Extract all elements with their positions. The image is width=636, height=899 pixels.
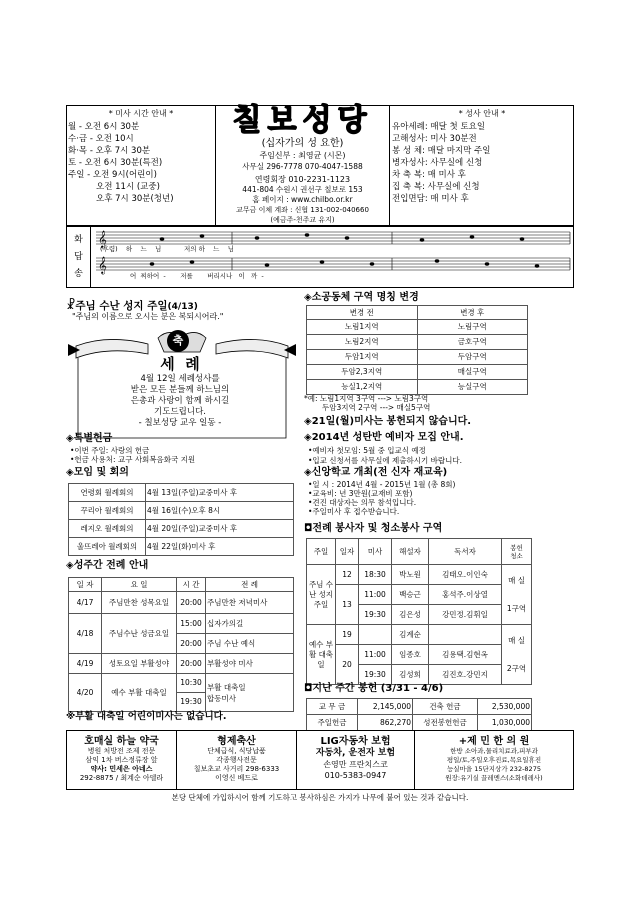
school-line: •일 시 : 2014년 4월 - 2015년 1월 (총 8회) bbox=[308, 480, 456, 489]
sacrament-line: 봉 성 체: 매달 마지막 주일 bbox=[392, 146, 491, 156]
col-header: 독서자 bbox=[429, 539, 502, 565]
table-row bbox=[69, 502, 294, 520]
hymn-lyrics-1: (후렴) 하 느 님 저의 하 느 님 bbox=[100, 245, 234, 253]
ad-line: 약사: 민세은 아네스 bbox=[90, 765, 153, 773]
col-header: 변경 전 bbox=[307, 306, 418, 320]
mass-line: 주일 - 오전 9시(어린이) bbox=[68, 170, 157, 180]
baptism-line: 4월 12일 세례성사를 bbox=[140, 374, 220, 384]
mass-line: 오전 11시 (교중) bbox=[96, 182, 160, 192]
table-row bbox=[307, 565, 532, 585]
cell: 20:00 bbox=[177, 654, 206, 674]
finance-table bbox=[306, 698, 532, 731]
sunday-cell: 예수 부활 대축일 bbox=[307, 625, 336, 685]
ad-butcher bbox=[177, 732, 296, 783]
ad-line: 각종행사전문 bbox=[216, 756, 257, 764]
offering-title: ◈특별헌금 bbox=[66, 433, 113, 444]
cell: 금호구역 bbox=[417, 335, 528, 350]
sacrament-line: 집 축 복: 사무실에 신청 bbox=[392, 182, 480, 192]
table-header bbox=[307, 539, 532, 565]
table-row bbox=[307, 365, 528, 380]
col-header: 주일 bbox=[307, 539, 336, 565]
baptism-line: 받은 모든 분들께 하느님의 bbox=[130, 385, 230, 395]
ad-clinic bbox=[415, 732, 573, 783]
cell: 노림1지역 bbox=[307, 320, 418, 335]
districts-note: *예: 노림1지역 3구역 ---> 노림3구역 bbox=[304, 394, 429, 403]
meeting-name: 꾸리아 월례회의 bbox=[69, 502, 146, 520]
cell: 교 무 금 bbox=[307, 699, 358, 715]
cell bbox=[206, 674, 294, 712]
cell: 임종호 bbox=[392, 645, 429, 665]
christmas-title: ◈2014년 성탄반 예비자 모집 안내. bbox=[304, 432, 464, 443]
duty-cell bbox=[502, 625, 532, 685]
districts-title: ◈소공동체 구역 명칭 변경 bbox=[304, 292, 419, 303]
sacrament-line: 병자성사: 사무실에 신청 bbox=[392, 158, 483, 168]
table-row bbox=[307, 715, 532, 731]
cell: 성토요일 부활성야 bbox=[102, 654, 177, 674]
mass-times-heading: * 미사 시간 안내 * bbox=[108, 109, 174, 118]
cell: 홍석주.이상열 bbox=[429, 585, 502, 605]
sunday-cell: 주님 수난 성지 주일 bbox=[307, 565, 336, 625]
mass-line: 토 - 오전 6시 30분(특전) bbox=[68, 158, 163, 168]
offering-line: •헌금 사용처: 교구 사회복음화국 지원 bbox=[70, 455, 196, 464]
parish-line: 주임신부 : 최영균 (시몬) bbox=[259, 151, 346, 160]
cell: 주일헌금 bbox=[307, 715, 358, 731]
duty-text: 매 실 bbox=[508, 635, 525, 645]
table-row bbox=[69, 484, 294, 502]
finance-title: ◘지난 주간 봉헌 (3/31 - 4/6) bbox=[304, 683, 444, 694]
servers-table bbox=[306, 538, 532, 685]
cell: 부활성야 미사 bbox=[206, 654, 294, 674]
hymn-label-char: 송 bbox=[74, 269, 83, 279]
footer-motto: 본당 단체에 가입하시어 함께 기도하고 봉사하심은 가지가 나무에 붙어 있는 것과 같습니다. bbox=[171, 793, 469, 802]
christmas-line: •입교 신청서를 사무실에 제출하시기 바랍니다. bbox=[308, 456, 462, 465]
cell: 십자가의길 bbox=[206, 614, 294, 634]
cell: 1,030,000 bbox=[478, 715, 532, 731]
cell: 매실구역 bbox=[417, 365, 528, 380]
cell: 성전봉헌헌금 bbox=[413, 715, 478, 731]
table-row bbox=[307, 645, 532, 665]
meeting-name: 레지오 월례회의 bbox=[69, 520, 146, 538]
holyweek-title: ◈성주간 전례 안내 bbox=[66, 560, 149, 571]
zone-text: 1구역 bbox=[506, 603, 527, 613]
parish-line: 사무실 296-7778 070-4047-1588 bbox=[242, 162, 363, 171]
meeting-name: 울뜨레아 월례회의 bbox=[69, 538, 146, 556]
cell: 4/17 bbox=[69, 592, 102, 614]
baptism-text bbox=[80, 374, 280, 429]
cell: 주님수난 성금요일 bbox=[102, 614, 177, 654]
parish-patron: (십자가의 성 요한) bbox=[261, 138, 344, 149]
col-header: 미사 bbox=[359, 539, 392, 565]
hymn-label-divider bbox=[90, 226, 91, 288]
baptism-title: 세 례 bbox=[160, 355, 200, 373]
sunday-date: (4/13) bbox=[167, 302, 198, 312]
cell: 주님만찬 저녁미사 bbox=[206, 592, 294, 614]
chi-rho-icon: ☧ bbox=[66, 298, 76, 312]
cell bbox=[359, 625, 392, 645]
ad-title: 형제축산 bbox=[217, 736, 256, 747]
parish-name: 칠보성당 bbox=[232, 103, 373, 138]
cell: 노림2지역 bbox=[307, 335, 418, 350]
table-header bbox=[69, 578, 294, 592]
col-header: 일 자 bbox=[69, 578, 102, 592]
table-row bbox=[307, 335, 528, 350]
svg-text:𝄞: 𝄞 bbox=[98, 256, 107, 274]
school-title: ◈신앙학교 개최(전 신자 재교육) bbox=[304, 467, 448, 478]
hymn-label-char: 답 bbox=[74, 252, 83, 262]
cell: 김성희 bbox=[392, 665, 429, 685]
ad-line: 292-8875 / 최계순 아델라 bbox=[79, 774, 164, 782]
districts-note: 두암3지역 2구역 ---> 매실5구역 bbox=[322, 403, 431, 412]
ad-line: 한방 소아과,물리치료과,피부과 bbox=[450, 747, 538, 755]
cell-line: 부활 대축일 bbox=[207, 682, 246, 692]
cell: 김진호.강민지 bbox=[429, 665, 502, 685]
cell: 능실1,2지역 bbox=[307, 380, 418, 395]
school-line: •견진 대상자는 의무 참석입니다. bbox=[308, 498, 417, 507]
table-row bbox=[69, 538, 294, 556]
table-row bbox=[69, 592, 294, 614]
cell: 주님 수난 예식 bbox=[206, 634, 294, 654]
ad-line: 이영신 베드로 bbox=[215, 774, 258, 782]
table-row bbox=[307, 625, 532, 645]
baptism-line: 기도드립니다. bbox=[154, 407, 206, 417]
cell: 10:30 bbox=[177, 674, 206, 693]
cell: 19 bbox=[336, 625, 359, 645]
ad-line: 칠보초교 사거리 298-6333 bbox=[193, 765, 280, 773]
cell: 20:00 bbox=[177, 592, 206, 614]
table-row bbox=[69, 654, 294, 674]
ad-line: 자동차, 운전자 보험 bbox=[315, 748, 396, 758]
cell: 4/19 bbox=[69, 654, 102, 674]
cell: 노림구역 bbox=[417, 320, 528, 335]
sacraments bbox=[392, 108, 572, 205]
zone-text: 2구역 bbox=[506, 663, 527, 673]
christmas-line: •예비자 첫모임: 5월 중 입교식 예정 bbox=[308, 446, 426, 455]
table-row bbox=[69, 674, 294, 693]
table-row bbox=[307, 585, 532, 605]
servers-title: ◘전례 봉사자 및 청소봉사 구역 bbox=[304, 523, 443, 534]
ad-line: 삼익 1차 버스정류장 앞 bbox=[85, 756, 158, 764]
school-line: •주일미사 후 접수받습니다. bbox=[308, 507, 400, 516]
cell: 13 bbox=[336, 585, 359, 625]
col-header: 요 일 bbox=[102, 578, 177, 592]
col-header: 일자 bbox=[336, 539, 359, 565]
ad-line: 손영만 프란치스코 bbox=[323, 760, 388, 769]
cell: 건축 헌금 bbox=[413, 699, 478, 715]
col-header: 봉헌 청소 bbox=[502, 539, 532, 565]
meeting-time: 4월 22일(화)미사 후 bbox=[146, 538, 294, 556]
table-header bbox=[307, 306, 528, 320]
sacraments-heading: * 성사 안내 * bbox=[458, 109, 506, 118]
cell: 20 bbox=[336, 645, 359, 685]
col-header: 변경 후 bbox=[417, 306, 528, 320]
parish-line: 연령회장 010-2231-1123 bbox=[254, 175, 351, 184]
cell-line: 합동미사 bbox=[207, 693, 236, 703]
table-row bbox=[69, 520, 294, 538]
cell: 박노원 bbox=[392, 565, 429, 585]
table-row bbox=[307, 380, 528, 395]
cell: 19:30 bbox=[177, 693, 206, 712]
ad-title: +제 민 한 의 원 bbox=[458, 736, 530, 747]
cell: 김용택.김현옥 bbox=[429, 645, 502, 665]
col-header: 전 례 bbox=[206, 578, 294, 592]
ad-line: 010-5383-0947 bbox=[324, 771, 387, 780]
parish-block bbox=[216, 104, 389, 225]
ad-line: 능실마을 15단지상가 232-8275 bbox=[447, 765, 541, 773]
cell: 김은성 bbox=[392, 605, 429, 625]
celebration-badge bbox=[167, 330, 189, 352]
cell: 11:00 bbox=[359, 645, 392, 665]
cell: 19:30 bbox=[359, 665, 392, 685]
ad-line: 평일/토,주일오후진료,목요일휴진 bbox=[446, 756, 542, 764]
col-header: 시 간 bbox=[177, 578, 206, 592]
meetings-table bbox=[68, 483, 294, 556]
duty-text: 매 실 bbox=[508, 575, 525, 585]
parish-line: (예금주-천주교 유지) bbox=[270, 216, 335, 224]
cell: 18:30 bbox=[359, 565, 392, 585]
sacrament-line: 고해성사: 미사 30분전 bbox=[392, 134, 477, 144]
no-mass-notice: ◈21일(월)미사는 봉헌되지 않습니다. bbox=[304, 416, 472, 427]
cell: 20:00 bbox=[177, 634, 206, 654]
cell: 12 bbox=[336, 565, 359, 585]
table-row bbox=[307, 350, 528, 365]
cell: 김태오.이인숙 bbox=[429, 565, 502, 585]
sacrament-line: 유아세례: 매달 첫 토요일 bbox=[392, 122, 486, 132]
offering-line: •이번 주일: 사랑의 헌금 bbox=[70, 446, 150, 455]
cell: 19:30 bbox=[359, 605, 392, 625]
parish-line: 441-804 수원시 권선구 칠보로 153 bbox=[242, 185, 363, 194]
sacrament-line: 전입면담: 매 미사 후 bbox=[392, 194, 469, 204]
cell: 강민정.김휘일 bbox=[429, 605, 502, 625]
table-row bbox=[69, 614, 294, 634]
cell: 2,530,000 bbox=[478, 699, 532, 715]
cell: 2,145,000 bbox=[358, 699, 413, 715]
meeting-time: 4월 16일(수)오후 8시 bbox=[146, 502, 294, 520]
mass-times bbox=[68, 108, 214, 205]
sunday-title-text: 주님 수난 성지 주일 bbox=[75, 300, 168, 312]
svg-text:𝄞: 𝄞 bbox=[98, 230, 107, 248]
cell: 11:00 bbox=[359, 585, 392, 605]
cell: 예수 부활 대축일 bbox=[102, 674, 177, 712]
cell: 능실구역 bbox=[417, 380, 528, 395]
sunday-quote: "주님의 이름으로 오시는 분은 복되시어라." bbox=[72, 312, 224, 321]
cell: 4/20 bbox=[69, 674, 102, 712]
meeting-time: 4월 13일(주일)교중미사 후 bbox=[146, 484, 294, 502]
ad-line: 병원 처방전 조제 전문 bbox=[87, 747, 156, 755]
cell: 백승근 bbox=[392, 585, 429, 605]
mass-line: 오후 7시 30분(청년) bbox=[96, 194, 174, 204]
cell: 김계순 bbox=[392, 625, 429, 645]
meeting-name: 연령회 월례회의 bbox=[69, 484, 146, 502]
baptism-line: 은총과 사랑이 함께 하시길 bbox=[130, 396, 230, 406]
cell: 두암1지역 bbox=[307, 350, 418, 365]
meeting-time: 4월 20일(주일)교중미사 후 bbox=[146, 520, 294, 538]
cell: 두암구역 bbox=[417, 350, 528, 365]
cell: 두암2,3지역 bbox=[307, 365, 418, 380]
ad-line: 단체급식, 식당납품 bbox=[207, 747, 266, 755]
col-header: 해설자 bbox=[392, 539, 429, 565]
hymn-label bbox=[67, 232, 90, 283]
hymn-lyrics-2: 어 찌하어 - 저를 버리시나 이 까 - bbox=[130, 272, 264, 280]
cell: 4/18 bbox=[69, 614, 102, 654]
mass-line: 화·목 - 오후 7시 30분 bbox=[68, 146, 151, 156]
hymn-label-char: 화 bbox=[74, 235, 83, 245]
table-row bbox=[307, 699, 532, 715]
sacrament-line: 차 축 복: 매 미사 후 bbox=[392, 170, 466, 180]
duty-cell bbox=[502, 565, 532, 625]
celebration-badge-text: 축 bbox=[172, 334, 184, 347]
meetings-title: ◈모임 및 회의 bbox=[66, 467, 129, 478]
baptism-sign: - 칠보성당 교우 일동 - bbox=[138, 418, 222, 428]
mass-line: 월 - 오전 6시 30분 bbox=[68, 122, 140, 132]
holyweek-note: ※부활 대축일 어린이미사는 없습니다. bbox=[66, 711, 227, 722]
ad-pharmacy bbox=[67, 732, 176, 783]
school-line: •교육비: 년 3만원(교재비 포함) bbox=[308, 489, 413, 498]
table-row bbox=[307, 320, 528, 335]
cell bbox=[429, 625, 502, 645]
parish-line: 홈 페이지 : www.chilbo.or.kr bbox=[252, 195, 353, 204]
ad-line: 원장:유기실 끌레멘스(소화데레사) bbox=[445, 774, 543, 782]
cell: 주님만찬 성목요일 bbox=[102, 592, 177, 614]
ad-insurance bbox=[297, 732, 414, 781]
mass-line: 수·금 - 오전 10시 bbox=[68, 134, 134, 144]
ad-title: 호매실 하늘 약국 bbox=[84, 736, 159, 747]
parish-line: 교무금 이체 계좌 : 신협 131-002-040660 bbox=[236, 206, 369, 214]
ad-title: LIG자동차 보험 bbox=[320, 736, 391, 747]
districts-table bbox=[306, 305, 528, 395]
cell: 15:00 bbox=[177, 614, 206, 634]
header-divider-right bbox=[389, 105, 390, 226]
cell: 862,270 bbox=[358, 715, 413, 731]
holyweek-table bbox=[68, 577, 294, 712]
